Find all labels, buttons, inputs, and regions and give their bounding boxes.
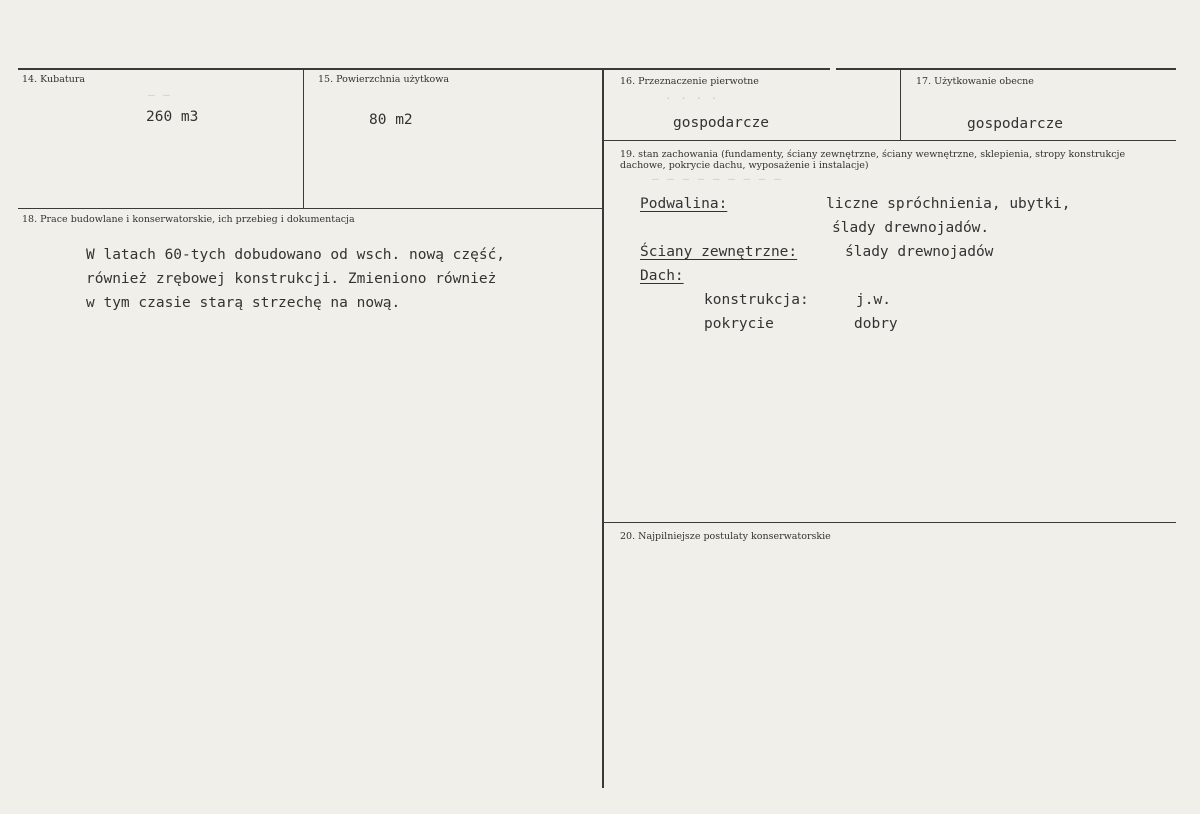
rule-under-16-17 (604, 140, 1176, 141)
divider-14-15 (303, 70, 304, 208)
field-14-value: 260 m3 (146, 109, 199, 125)
pokrycie-value: dobry (854, 316, 898, 332)
konstrukcja-key: konstrukcja: (704, 292, 809, 308)
konstrukcja-value: j.w. (856, 292, 891, 308)
field-17-value: gospodarcze (967, 116, 1064, 132)
divider-16-17 (900, 70, 901, 140)
dach-key: Dach: (640, 268, 684, 284)
field-18-line: również zrębowej konstrukcji. Zmieniono również (86, 271, 497, 287)
rule-above-20 (604, 522, 1176, 523)
top-rule-right (836, 68, 1176, 70)
podwalina-key: Podwalina: (640, 196, 728, 212)
top-rule-left (18, 68, 830, 70)
pokrycie-key: pokrycie (704, 316, 774, 332)
field-17-label: 17. Użytkowanie obecne (916, 76, 1034, 87)
ghost-mark: — — (148, 88, 171, 101)
field-18-line: w tym czasie starą strzechę na nową. (86, 295, 401, 311)
field-20-label: 20. Najpilniejsze postulaty konserwatorskie (620, 531, 831, 542)
sciany-value: ślady drewnojadów (845, 244, 994, 260)
podwalina-value-cont: ślady drewnojadów. (832, 220, 990, 236)
ghost-mark: — — — — — — — — — (652, 172, 782, 185)
divider-main-vertical (602, 70, 604, 788)
field-15-value: 80 m2 (369, 112, 413, 128)
sciany-key: Ściany zewnętrzne: (640, 244, 798, 260)
field-14-label: 14. Kubatura (22, 74, 86, 85)
podwalina-value: liczne spróchnienia, ubytki, (826, 196, 1071, 212)
field-16-value: gospodarcze (673, 115, 770, 131)
field-18-line: W latach 60-tych dobudowano od wsch. nową część, (86, 247, 506, 263)
field-18-label: 18. Prace budowlane i konserwatorskie, ich przebieg i dokumentacja (22, 214, 355, 225)
field-16-label: 16. Przeznaczenie pierwotne (620, 76, 759, 87)
field-15-label: 15. Powierzchnia użytkowa (318, 74, 450, 85)
field-18-text (86, 243, 505, 315)
ghost-mark: · · · · (665, 92, 719, 105)
rule-under-14-15 (18, 208, 602, 209)
field-19-label: 19. stan zachowania (fundamenty, ściany zewnętrzne, ściany wewnętrzne, sklepienia, stropy konstrukcje dachowe, pokrycie dachu, wyposażenie i instalacje) (620, 149, 1126, 171)
